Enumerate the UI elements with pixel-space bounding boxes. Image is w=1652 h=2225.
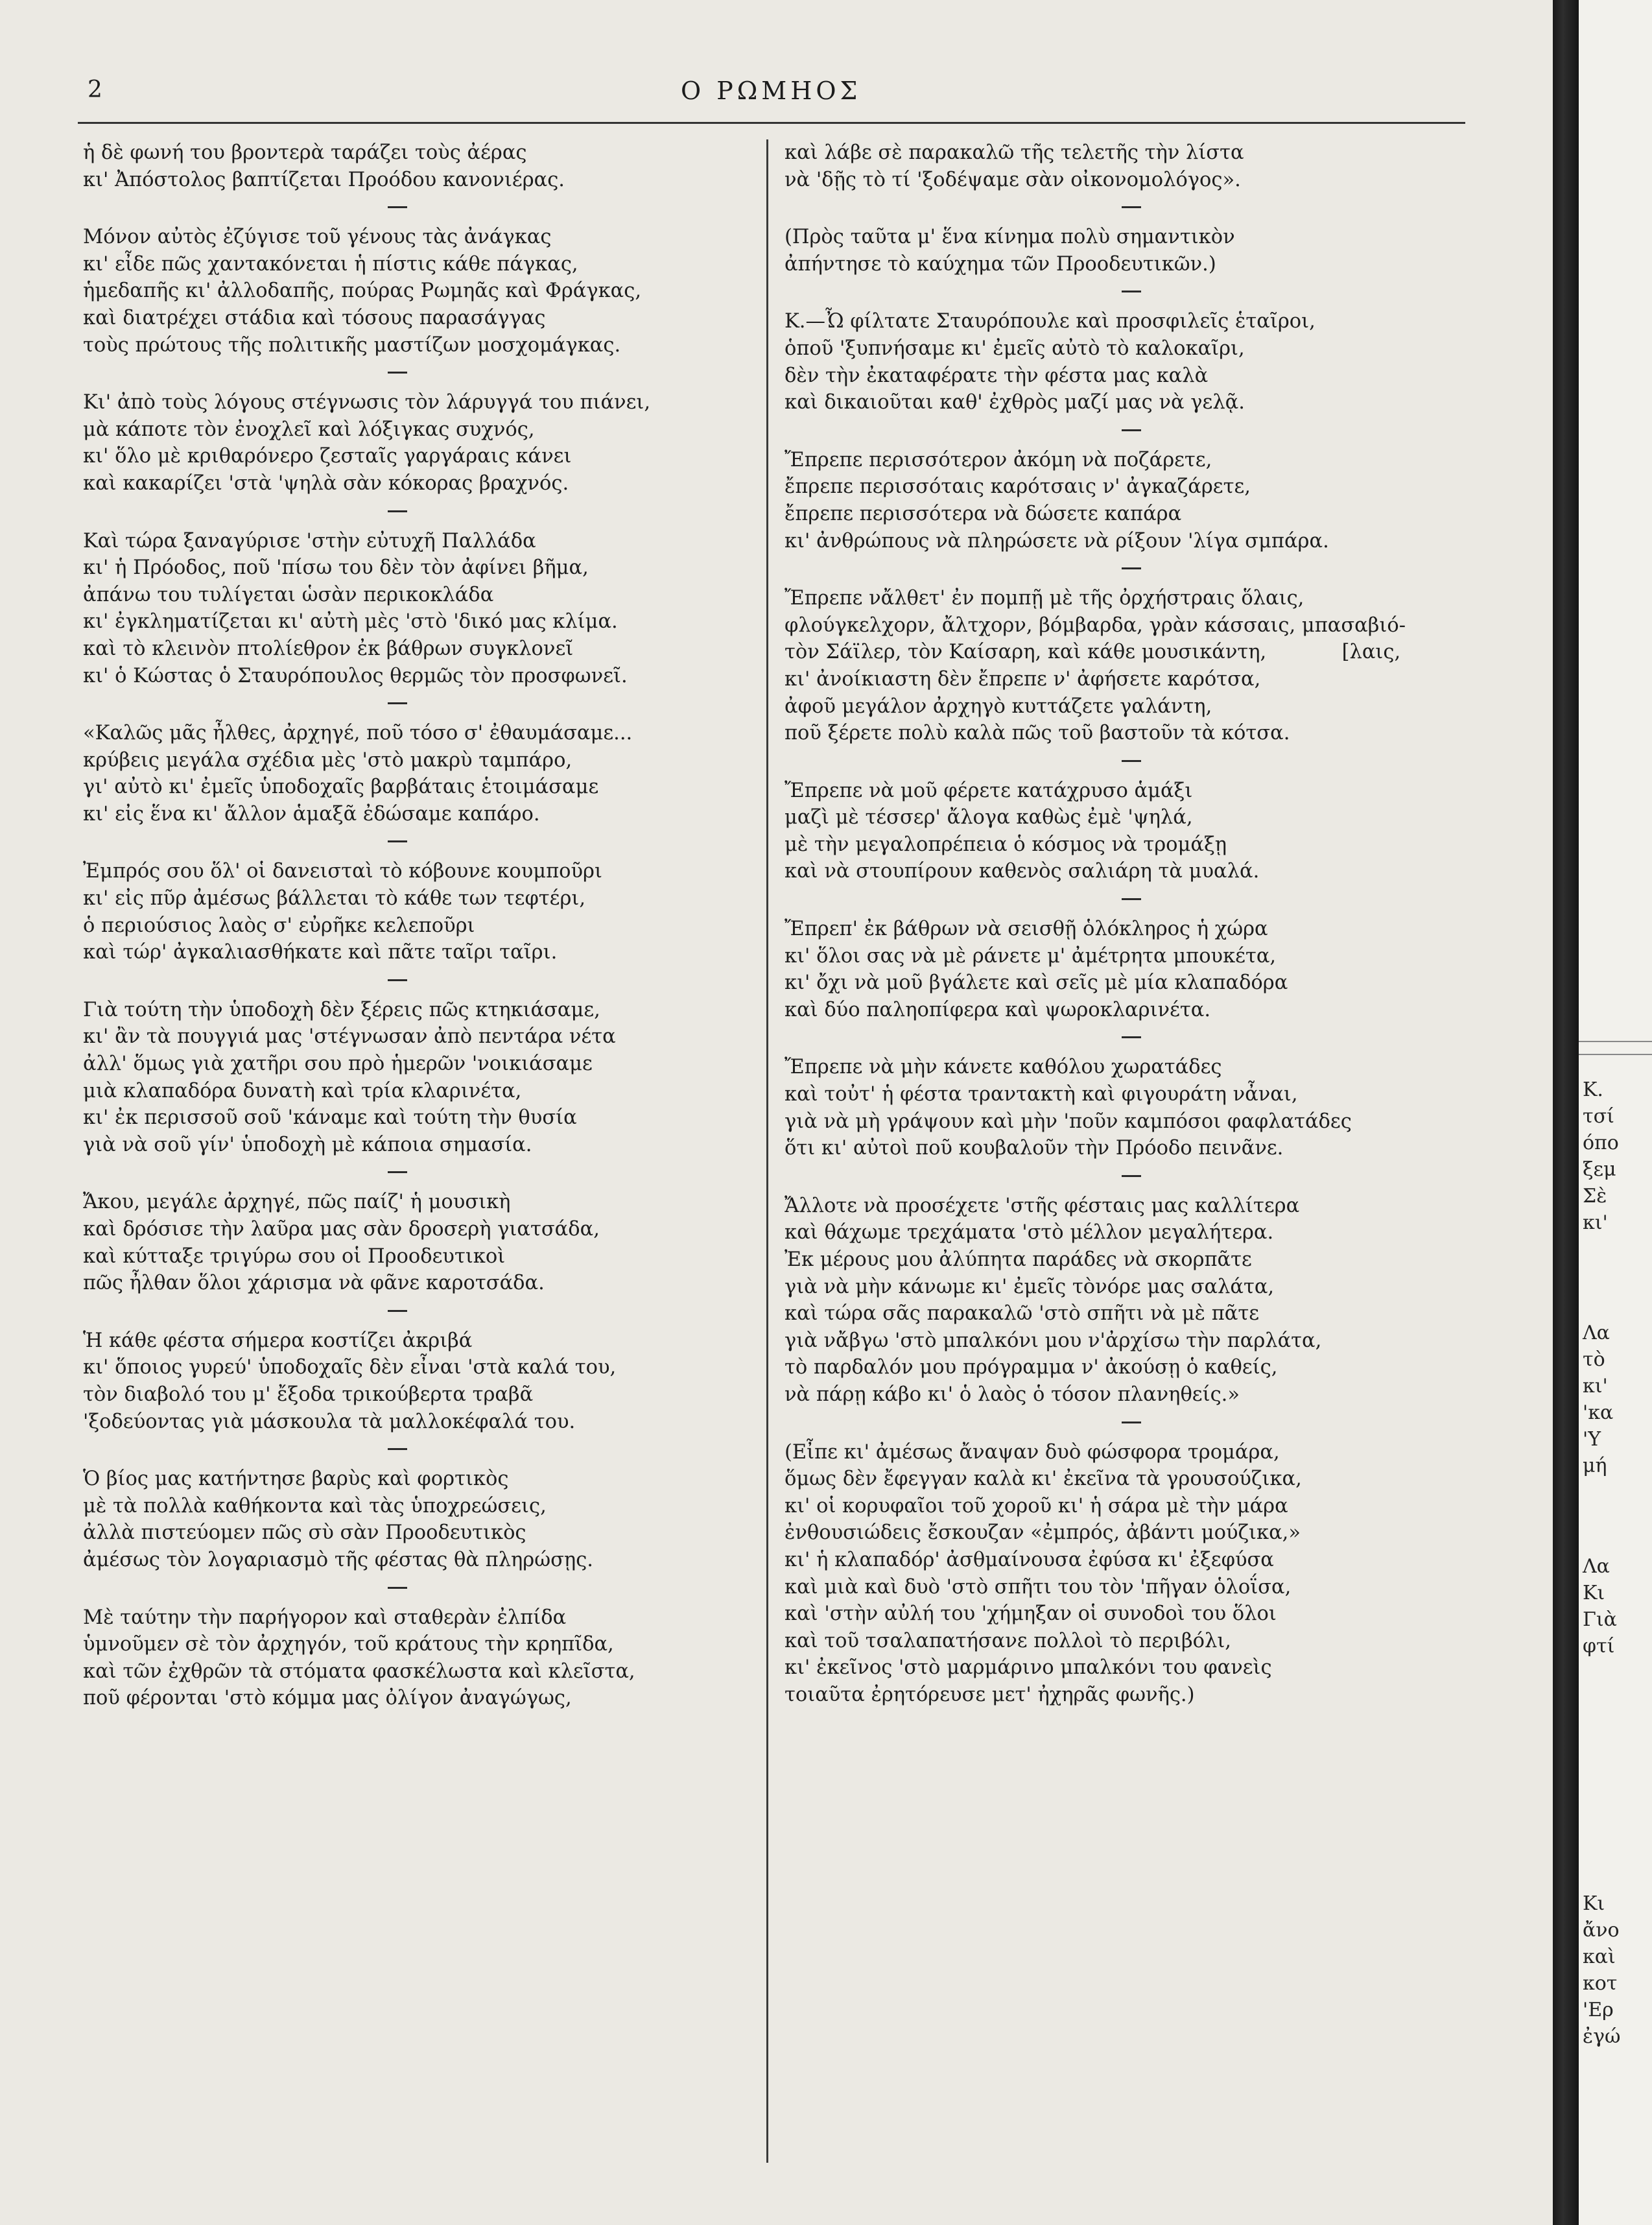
stanza-separator bbox=[1122, 429, 1141, 431]
verse-line: ὁ περιούσιος λαὸς σ' εὐρῆκε κελεποῦρι bbox=[83, 914, 475, 937]
verse-line: Ἔπρεπε νὰ μοῦ φέρετε κατάχρυσο ἁμάξι bbox=[785, 779, 1193, 802]
fragment-line: όπο bbox=[1583, 1132, 1619, 1154]
stanza-separator bbox=[388, 840, 407, 842]
stanza-separator bbox=[388, 372, 407, 374]
stanza bbox=[785, 447, 1446, 554]
verse-line: κι' ὅλοι σας νὰ μὲ ράνετε μ' ἀμέτρητα μπουκέτα, bbox=[785, 944, 1277, 968]
fragment-group bbox=[1583, 1553, 1617, 1660]
fragment-line: 'Ερ bbox=[1583, 1999, 1614, 2021]
verse-line: κι' ὅποιος γυρεύ' ὑποδοχαῖς δὲν εἶναι 'στὰ καλά του, bbox=[83, 1356, 617, 1379]
stanza-separator bbox=[388, 979, 407, 981]
adjacent-page-fragment bbox=[1579, 0, 1652, 2225]
fragment-line: Κι bbox=[1583, 1892, 1605, 1915]
masthead-title: Ο ΡΩΜΗΟΣ bbox=[681, 77, 862, 105]
verse-line: τοὺς πρώτους τῆς πολιτικῆς μαστίζων μοσχομάγκας. bbox=[83, 333, 621, 357]
verse-line: «Καλῶς μᾶς ἦλθες, ἀρχηγέ, ποῦ τόσο σ' ἐθαυμάσαμε... bbox=[83, 722, 633, 745]
stanza-separator bbox=[1122, 1422, 1141, 1423]
stanza bbox=[83, 1189, 744, 1296]
verse-line: καὶ μιὰ καὶ δυὸ 'στὸ σπῆτι του τὸν 'πῆγαν ὁλοΐσα, bbox=[785, 1575, 1292, 1599]
fragment-line: Λα bbox=[1583, 1322, 1610, 1344]
stanza-separator bbox=[1122, 206, 1141, 208]
verse-line: δὲν τὴν ἐκαταφέρατε τὴν φέστα μας καλὰ bbox=[785, 364, 1209, 387]
verse-line: τὸ παρδαλόν μου πρόγραμμα ν' ἀκούσῃ ὁ καθείς, bbox=[785, 1356, 1278, 1379]
verse-line: Καὶ τώρα ξαναγύρισε 'στὴν εὐτυχῆ Παλλάδα bbox=[83, 529, 536, 553]
stanza bbox=[785, 1193, 1446, 1409]
verse-line: Ἐκ μέρους μου ἀλύπητα παράδες νὰ σκορπᾶτε bbox=[785, 1248, 1252, 1271]
verse-line: τὸν διαβολό του μ' ἔξοδα τρικούβερτα τραβᾶ bbox=[83, 1383, 534, 1406]
verse-line: ἀλλ' ὅμως γιὰ χατῆρι σου πρὸ ἡμερῶν 'νοικιάσαμε bbox=[83, 1053, 593, 1076]
verse-line: Ἔπρεπε νἄλθετ' ἐν πομπῇ μὲ τῆς ὀρχήστραις ὅλαις, bbox=[785, 587, 1304, 610]
stanza bbox=[83, 1327, 744, 1435]
verse-line: κι' εἰς πῦρ ἀμέσως βάλλεται τὸ κάθε των τεφτέρι, bbox=[83, 887, 586, 910]
stanza-separator bbox=[1122, 898, 1141, 900]
verse-line: ἡ δὲ φωνή του βροντερὰ ταράζει τοὺς ἀέρας bbox=[83, 141, 527, 164]
verse-line: μαζὶ μὲ τέσσερ' ἄλογα καθὼς ἐμὲ 'ψηλά, bbox=[785, 806, 1193, 829]
stanza bbox=[785, 1054, 1446, 1161]
fragment-line: κοτ bbox=[1583, 1972, 1618, 1995]
verse-line: κι' ἐγκληματίζεται κι' αὐτὴ μὲς 'στὸ 'δικό μας κλίμα. bbox=[83, 610, 618, 634]
verse-line: καὶ δρόσισε τὴν λαῦρα μας σὰν δροσερὴ γιατσάδα, bbox=[83, 1218, 600, 1241]
fragment-line: μή bbox=[1583, 1455, 1607, 1477]
stanza bbox=[83, 720, 744, 827]
fragment-line: Γιὰ bbox=[1583, 1608, 1617, 1631]
fragment-line: Σὲ bbox=[1583, 1185, 1607, 1208]
verse-line: καὶ δύο παληοπίφερα καὶ ψωροκλαρινέτα. bbox=[785, 998, 1211, 1021]
fragment-line: Κι bbox=[1583, 1582, 1605, 1604]
verse-line: ἀπάνω του τυλίγεται ὡσὰν περικοκλάδα bbox=[83, 583, 494, 606]
verse-line: φλούγκελχορν, ἄλτχορν, βόμβαρδα, γρὰν κάσσαις, μπασαβιό- bbox=[785, 613, 1406, 637]
book-spine bbox=[1553, 0, 1579, 2225]
verse-line: Ἐμπρός σου ὅλ' οἱ δανεισταὶ τὸ κόβουνε κουμποῦρι bbox=[83, 860, 602, 883]
fragment-rule bbox=[1579, 1041, 1652, 1042]
verse-line: Κ.—Ὦ φίλτατε Σταυρόπουλε καὶ προσφιλεῖς ἑταῖροι, bbox=[785, 310, 1316, 333]
fragment-line: τσί bbox=[1583, 1105, 1614, 1128]
verse-line: ἔπρεπε περισσότερα νὰ δώσετε καπάρα bbox=[785, 502, 1182, 525]
verse-line: νὰ 'δῇς τὸ τί 'ξοδέψαμε σὰν οἰκονομολόγος». bbox=[785, 168, 1241, 191]
fragment-line: τὸ bbox=[1583, 1348, 1605, 1371]
verse-line: κρύβεις μεγάλα σχέδια μὲς 'στὸ μακρὺ ταμπάρο, bbox=[83, 748, 572, 772]
stanza bbox=[83, 1604, 744, 1712]
fragment-line: ξεμ bbox=[1583, 1158, 1616, 1181]
verse-line: ὅμως δὲν ἔφεγγαν καλὰ κι' ἐκεῖνα τὰ γρουσούζικα, bbox=[785, 1468, 1302, 1491]
verse-line: καὶ τῶν ἐχθρῶν τὰ στόματα φασκέλωστα καὶ κλεῖστα, bbox=[83, 1660, 635, 1683]
verse-line: κι' οἱ κορυφαῖοι τοῦ χοροῦ κι' ἡ σάρα μὲ τὴν μάρα bbox=[785, 1494, 1288, 1517]
verse-line: καὶ τώρα σᾶς παρακαλῶ 'στὸ σπῆτι νὰ μὲ πᾶτε bbox=[785, 1302, 1260, 1326]
stanza bbox=[785, 1439, 1446, 1709]
verse-line: Ἔπρεπε περισσότερον ἀκόμη νὰ ποζάρετε, bbox=[785, 448, 1212, 471]
verse-line: ἡμεδαπῆς κι' ἀλλοδαπῆς, πούρας Ρωμηᾶς καὶ Φράγκας, bbox=[83, 280, 642, 303]
fragment-line: 'Υ bbox=[1583, 1428, 1601, 1451]
verse-line: Ἔπρεπ' ἐκ βάθρων νὰ σεισθῇ ὁλόκληρος ἡ χώρα bbox=[785, 918, 1268, 941]
fragment-line: Κ. bbox=[1583, 1078, 1603, 1101]
verse-line: Μόνον αὐτὸς ἐζύγισε τοῦ γένους τὰς ἀνάγκας bbox=[83, 226, 552, 249]
verse-line: ἀλλὰ πιστεύομεν πῶς σὺ σὰν Προοδευτικὸς bbox=[83, 1521, 526, 1545]
verse-line: κι' ἀνθρώπους νὰ πληρώσετε νὰ ρίξουν 'λίγα σμπάρα. bbox=[785, 529, 1329, 553]
verse-line: ἀφοῦ μεγάλον ἀρχηγὸ κυττάζετε γαλάντη, bbox=[785, 695, 1212, 718]
stanza-separator bbox=[388, 1448, 407, 1450]
fragment-rule bbox=[1579, 1054, 1652, 1055]
stanza-separator bbox=[1122, 1036, 1141, 1038]
verse-line: κι' ἡ Πρόοδος, ποῦ 'πίσω του δὲν τὸν ἀφίνει βῆμα, bbox=[83, 556, 589, 580]
verse-line: ὅτι κι' αὐτοὶ ποῦ κουβαλοῦν τὴν Πρόοδο πεινᾶνε. bbox=[785, 1137, 1284, 1160]
stanza-separator bbox=[1122, 291, 1141, 292]
verse-line: καὶ τοὐτ' ἡ φέστα τραντακτὴ καὶ φιγουράτη νἆναι, bbox=[785, 1083, 1298, 1106]
verse-line: Ἔπρεπε νὰ μὴν κάνετε καθόλου χωρατάδες bbox=[785, 1056, 1222, 1079]
stanza bbox=[83, 389, 744, 497]
header-rule bbox=[78, 122, 1465, 124]
verse-line: ὁποῦ 'ξυπνήσαμε κι' ἐμεῖς αὐτὸ τὸ καλοκαῖρι, bbox=[785, 337, 1245, 360]
verse-line: γιὰ νἄβγω 'στὸ μπαλκόνι μου ν'ἀρχίσω τὴν παρλάτα, bbox=[785, 1329, 1322, 1352]
verse-line: καὶ τώρ' ἀγκαλιασθήκατε καὶ πᾶτε ταῖρι ταῖρι. bbox=[83, 941, 558, 964]
stanza bbox=[83, 224, 744, 359]
stanza bbox=[785, 139, 1446, 193]
verse-line: γιὰ νὰ μὴν κάνωμε κι' ἐμεῖς τὸνόρε μας σαλάτα, bbox=[785, 1275, 1275, 1298]
fragment-line: 'κα bbox=[1583, 1401, 1614, 1424]
stanza bbox=[785, 308, 1446, 416]
verse-line: καὶ θάχωμε τρεχάματα 'στὸ μέλλον μεγαλήτερα. bbox=[785, 1221, 1274, 1244]
stanza bbox=[83, 858, 744, 966]
fragment-line: ἐγώ bbox=[1583, 2025, 1621, 2048]
stanza-separator bbox=[1122, 1175, 1141, 1177]
verse-line: κι' ἐκ περισσοῦ σοῦ 'κάναμε καὶ τούτη τὴν θυσία bbox=[83, 1106, 577, 1130]
fragment-line: Λα bbox=[1583, 1555, 1610, 1578]
verse-line: κι' Ἀπόστολος βαπτίζεται Προόδου κανονιέρας. bbox=[83, 168, 565, 191]
verse-line: κι' ἀνοίκιαστη δὲν ἔπρεπε ν' ἀφήσετε καρότσα, bbox=[785, 667, 1261, 691]
stanza-separator bbox=[1122, 567, 1141, 569]
stanza bbox=[83, 528, 744, 690]
fragment-group bbox=[1583, 1320, 1613, 1479]
column-divider bbox=[766, 139, 768, 2163]
verse-line: Ἄκου, μεγάλε ἀρχηγέ, πῶς παίζ' ἡ μουσικὴ bbox=[83, 1191, 511, 1214]
stanza-separator bbox=[388, 1587, 407, 1589]
stanza-separator bbox=[388, 702, 407, 704]
verse-line: ἐνθουσιώδεις ἔσκουζαν «ἐμπρός, ἀβάντι μούζικα,» bbox=[785, 1521, 1301, 1545]
stanza bbox=[83, 1466, 744, 1573]
verse-line: Γιὰ τούτη τὴν ὑποδοχὴ δὲν ξέρεις πῶς κτηκιάσαμε, bbox=[83, 998, 600, 1021]
stanza-separator bbox=[1122, 760, 1141, 762]
left-column bbox=[83, 139, 744, 1712]
verse-line: Ὁ βίος μας κατήντησε βαρὺς καὶ φορτικὸς bbox=[83, 1468, 509, 1491]
stanza bbox=[785, 778, 1446, 885]
verse-line: καὶ διατρέχει στάδια καὶ τόσους παρασάγγας bbox=[83, 306, 546, 329]
stanza bbox=[785, 224, 1446, 278]
verse-line: ποῦ φέρονται 'στὸ κόμμα μας ὀλίγον ἀναγώγως, bbox=[83, 1687, 572, 1710]
verse-line: μιὰ κλαπαδόρα δυνατὴ καὶ τρία κλαρινέτα, bbox=[83, 1079, 522, 1102]
verse-line: ὑμνοῦμεν σὲ τὸν ἀρχηγόν, τοῦ κράτους τὴν κρηπῖδα, bbox=[83, 1633, 614, 1656]
verse-line: Ἡ κάθε φέστα σήμερα κοστίζει ἀκριβά bbox=[83, 1329, 473, 1352]
fragment-line: κι' bbox=[1583, 1211, 1608, 1234]
verse-line: ἀμέσως τὸν λογαριασμὸ τῆς φέστας θὰ πληρώσῃς. bbox=[83, 1548, 593, 1571]
stanza-separator bbox=[388, 1171, 407, 1173]
verse-line: ἔπρεπε περισσόταις καρότσαις ν' ἀγκαζάρετε, bbox=[785, 475, 1251, 499]
right-column bbox=[785, 139, 1446, 1709]
fragment-line: φτί bbox=[1583, 1635, 1615, 1658]
verse-line: τὸν Σάϊλερ, τὸν Καίσαρη, καὶ κάθε μουσικάντη, [λαις, bbox=[785, 641, 1401, 664]
fragment-group bbox=[1583, 1077, 1619, 1236]
verse-line: 'ξοδεύοντας γιὰ μάσκουλα τὰ μαλλοκέφαλά του. bbox=[83, 1410, 576, 1433]
verse-line: Ἄλλοτε νὰ προσέχετε 'στῆς φέσταις μας καλλίτερα bbox=[785, 1194, 1300, 1217]
verse-line: πῶς ἦλθαν ὅλοι χάρισμα νὰ φᾶνε καροτσάδα. bbox=[83, 1272, 545, 1295]
verse-line: καὶ νὰ στουπίρουν καθενὸς σαλιάρη τὰ μυαλά. bbox=[785, 860, 1260, 883]
verse-line: καὶ δικαιοῦται καθ' ἐχθρὸς μαζί μας νὰ γελᾷ. bbox=[785, 391, 1245, 414]
verse-line: καὶ 'στὴν αὐλή του 'χήμηξαν οἱ συνοδοὶ του ὅλοι bbox=[785, 1602, 1277, 1626]
verse-line: κι' ὅλο μὲ κριθαρόνερο ζεσταῖς γαργάραις κάνει bbox=[83, 445, 572, 468]
verse-line: καὶ τὸ κλεινὸν πτολίεθρον ἐκ βάθρων συγκλονεῖ bbox=[83, 637, 574, 660]
stanza bbox=[83, 139, 744, 193]
verse-line: καὶ κύτταξε τριγύρω σου οἱ Προοδευτικοὶ bbox=[83, 1244, 506, 1268]
stanza bbox=[785, 916, 1446, 1023]
page-header bbox=[0, 65, 1491, 117]
verse-line: κι' ἐκεῖνος 'στὸ μαρμάρινο μπαλκόνι του φανεὶς bbox=[785, 1656, 1272, 1680]
fragment-group bbox=[1583, 1890, 1621, 2050]
verse-line: (Πρὸς ταῦτα μ' ἕνα κίνημα πολὺ σημαντικὸν bbox=[785, 226, 1235, 249]
stanza-separator bbox=[388, 206, 407, 208]
verse-line: κι' εἰς ἕνα κι' ἄλλον ἁμαξᾶ ἐδώσαμε καπάρο. bbox=[83, 802, 540, 826]
verse-line: κι' εἶδε πῶς χαντακόνεται ἡ πίστις κάθε πάγκας, bbox=[83, 252, 578, 276]
verse-line: μὲ τὰ πολλὰ καθήκοντα καὶ τὰς ὑποχρεώσεις, bbox=[83, 1494, 547, 1517]
verse-line: κι' ἂν τὰ πουγγιά μας 'στέγνωσαν ἀπὸ πεντάρα νέτα bbox=[83, 1025, 616, 1049]
verse-line: καὶ λάβε σὲ παρακαλῶ τῆς τελετῆς τὴν λίστα bbox=[785, 141, 1244, 164]
fragment-line: ἄνο bbox=[1583, 1919, 1620, 1942]
verse-line: Κι' ἀπὸ τοὺς λόγους στέγνωσις τὸν λάρυγγά του πιάνει, bbox=[83, 391, 651, 414]
verse-line: γιὰ νὰ σοῦ γίν' ὑποδοχὴ μὲ κάποια σημασία. bbox=[83, 1133, 532, 1156]
verse-line: Μὲ ταύτην τὴν παρήγορον καὶ σταθερὰν ἐλπίδα bbox=[83, 1606, 567, 1629]
verse-line: μὲ τὴν μεγαλοπρέπεια ὁ κόσμος νὰ τρομάξῃ bbox=[785, 833, 1227, 856]
verse-line: κι' ἡ κλαπαδόρ' ἀσθμαίνουσα ἐφύσα κι' ἐξεφύσα bbox=[785, 1548, 1274, 1571]
verse-line: καὶ κακαρίζει 'στὰ 'ψηλὰ σὰν κόκορας βραχνός. bbox=[83, 471, 569, 495]
verse-line: γιὰ νὰ μὴ γράψουν καὶ μὴν 'ποῦν καμπόσοι φαφλατάδες bbox=[785, 1110, 1352, 1133]
stanza bbox=[83, 997, 744, 1159]
page-number: 2 bbox=[88, 77, 102, 103]
stanza-separator bbox=[388, 510, 407, 512]
verse-line: γι' αὐτὸ κι' ἐμεῖς ὑποδοχαῖς βαρβάταις ἑτοιμάσαμε bbox=[83, 776, 599, 799]
verse-line: νὰ πάρῃ κάβο κι' ὁ λαὸς ὁ τόσον πλανηθείς.» bbox=[785, 1383, 1240, 1406]
verse-line: κι' ὁ Κώστας ὁ Σταυρόπουλος θερμῶς τὸν προσφωνεῖ. bbox=[83, 664, 628, 687]
verse-line: ποῦ ξέρετε πολὺ καλὰ πῶς τοῦ βαστοῦν τὰ κότσα. bbox=[785, 722, 1290, 745]
stanza bbox=[785, 585, 1446, 747]
verse-line: μὰ κάποτε τὸν ἐνοχλεῖ καὶ λόξιγκας συχνός, bbox=[83, 418, 535, 441]
fragment-line: κι' bbox=[1583, 1375, 1608, 1398]
verse-line: κι' ὄχι νὰ μοῦ βγάλετε καὶ σεῖς μὲ μία κλαπαδόρα bbox=[785, 971, 1288, 995]
verse-line: (Εἶπε κι' ἀμέσως ἄναψαν δυὸ φώσφορα τρομάρα, bbox=[785, 1440, 1280, 1464]
verse-line: καὶ τοῦ τσαλαπατήσανε πολλοὶ τὸ περιβόλι, bbox=[785, 1629, 1231, 1652]
fragment-line: καὶ bbox=[1583, 1945, 1616, 1968]
stanza-separator bbox=[388, 1310, 407, 1312]
verse-line: τοιαῦτα ἐρητόρευσε μετ' ἠχηρᾶς φωνῆς.) bbox=[785, 1683, 1195, 1706]
verse-line: ἀπήντησε τὸ καύχημα τῶν Προοδευτικῶν.) bbox=[785, 252, 1216, 276]
